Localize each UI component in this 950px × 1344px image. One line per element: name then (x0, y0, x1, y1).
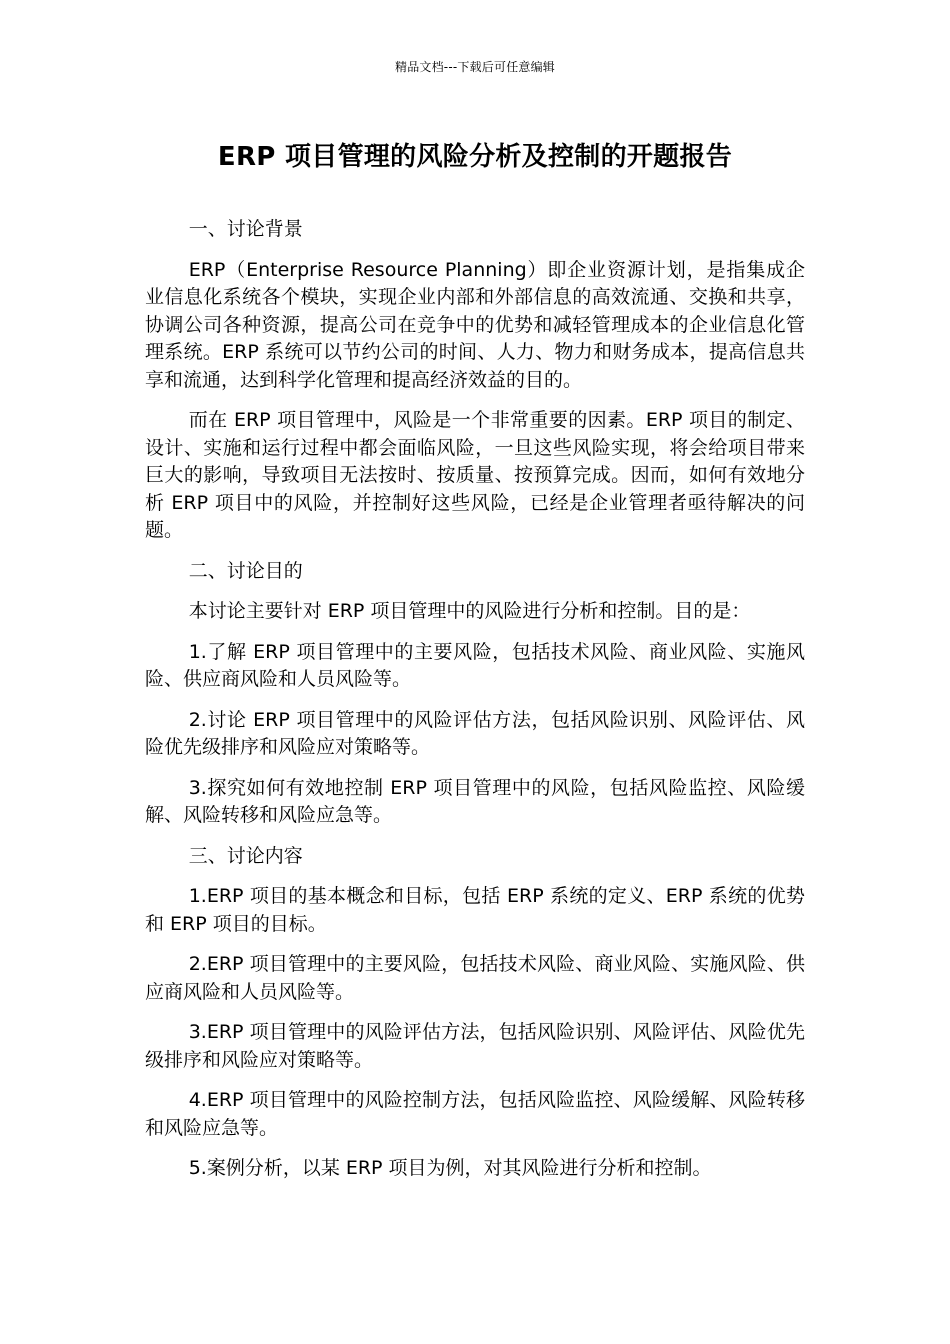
list-item: 2.ERP 项目管理中的主要风险，包括技术风险、商业风险、实施风险、供应商风险和人员风险等。 (145, 953, 805, 1003)
section-heading-purpose: 二、讨论目的 (188, 559, 303, 582)
section-heading-background: 一、讨论背景 (188, 218, 303, 240)
list-item: 1.ERP 项目的基本概念和目标，包括 ERP 系统的定义、ERP 系统的优势和 ERP 项目的目标。 (145, 885, 805, 935)
document-body (145, 216, 805, 1196)
list-item: 3.ERP 项目管理中的风险评估方法，包括风险识别、风险评估、风险优先级排序和风险应对策略等。 (145, 1021, 805, 1071)
header-note: 精品文档---下载后可任意编辑 (395, 60, 555, 74)
document-title: ERP 项目管理的风险分析及控制的开题报告 (217, 142, 733, 172)
list-item: 3.探究如何有效地控制 ERP 项目管理中的风险，包括风险监控、风险缓解、风险转移和风险应急等。 (145, 776, 805, 826)
paragraph: 本讨论主要针对 ERP 项目管理中的风险进行分析和控制。目的是： (188, 600, 751, 622)
list-item: 2.讨论 ERP 项目管理中的风险评估方法，包括风险识别、风险评估、风险优先级排序和风险应对策略等。 (145, 708, 805, 758)
list-item: 1.了解 ERP 项目管理中的主要风险，包括技术风险、商业风险、实施风险、供应商风险和人员风险等。 (145, 640, 805, 690)
section-heading-content: 三、讨论内容 (188, 844, 303, 867)
paragraph: 而在 ERP 项目管理中，风险是一个非常重要的因素。ERP 项目的制定、设计、实施和运行过程中都会面临风险，一旦这些风险实现，将会给项目带来巨大的影响，导致项目无法按时、按质量、按预算完成。因而，如何有效地分析 ERP 项目中的风险，并控制好这些风险，已经是企业管理者亟待解决的问题。 (145, 409, 805, 541)
list-item: 5.案例分析，以某 ERP 项目为例，对其风险进行分析和控制。 (188, 1157, 712, 1179)
paragraph: ERP（Enterprise Resource Planning）即企业资源计划，是指集成企业信息化系统各个模块，实现企业内部和外部信息的高效流通、交换和共享，协调公司各种资源，提高公司在竞争中的优势和减轻管理成本的企业信息化管理系统。ERP 系统可以节约公司的时间、人力、物力和财务成本，提高信息共享和流通，达到科学化管理和提高经济效益的目的。 (145, 258, 805, 391)
list-item: 4.ERP 项目管理中的风险控制方法，包括风险监控、风险缓解、风险转移和风险应急等。 (145, 1089, 805, 1139)
